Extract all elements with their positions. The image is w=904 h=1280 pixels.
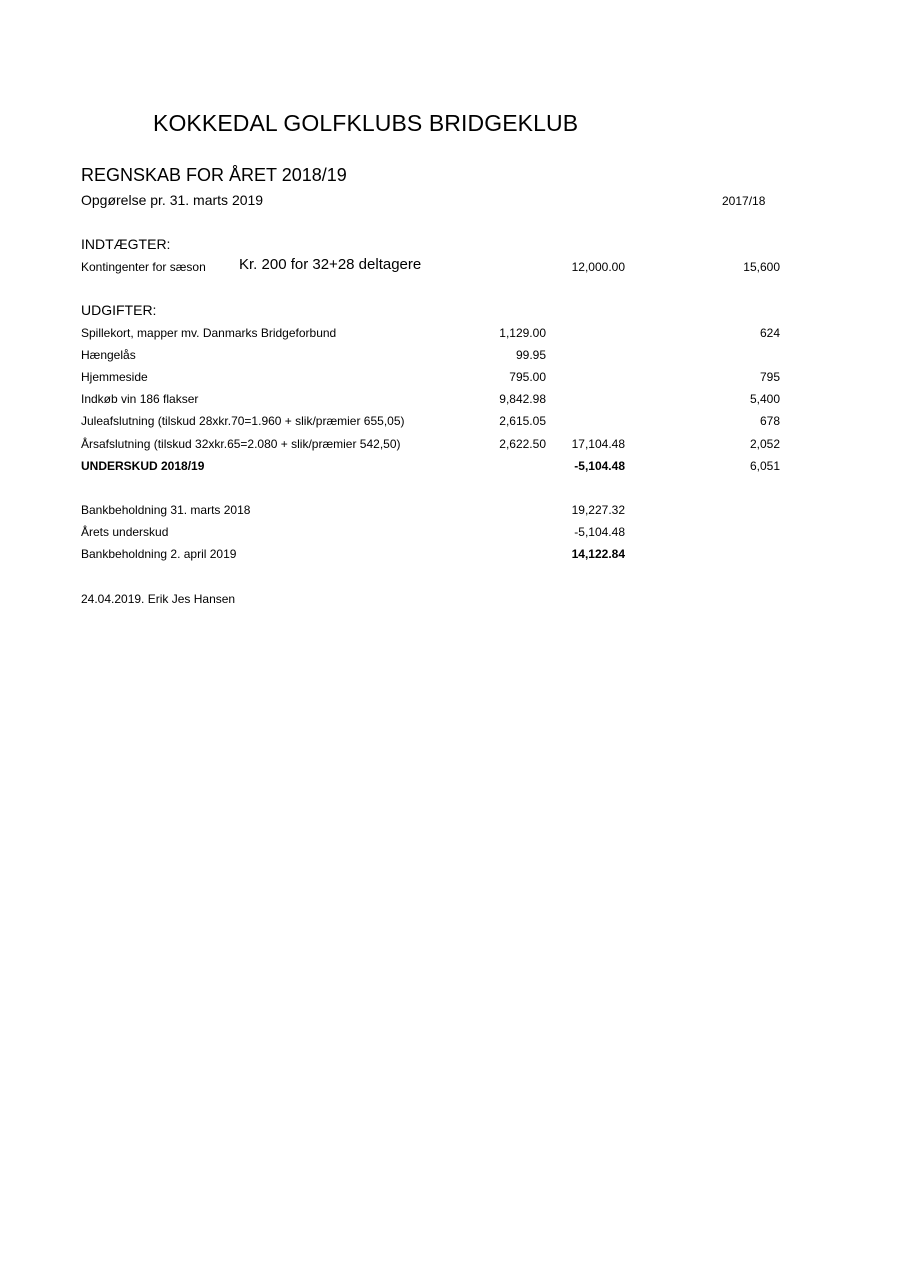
income-note: Kr. 200 for 32+28 deltagere xyxy=(239,256,422,273)
expense-label: Hjemmeside xyxy=(81,370,148,384)
expense-row xyxy=(0,348,904,368)
expense-amount: 2,615.05 xyxy=(499,414,546,428)
expense-prev: 678 xyxy=(759,414,780,428)
expense-row xyxy=(0,370,904,390)
deficit-prev: 6,051 xyxy=(749,459,780,473)
income-section-label: INDTÆGTER: xyxy=(81,236,171,252)
report-heading: REGNSKAB FOR ÅRET 2018/19 xyxy=(81,165,347,185)
expense-amount: 1,129.00 xyxy=(499,326,546,340)
expense-label: Hængelås xyxy=(81,348,136,362)
deficit-label: UNDERSKUD 2018/19 xyxy=(81,459,205,473)
expense-amount: 9,842.98 xyxy=(499,392,546,406)
expense-label: Indkøb vin 186 flakser xyxy=(81,392,199,406)
expense-amount: 795.00 xyxy=(509,370,546,384)
income-label: Kontingenter for sæson xyxy=(81,260,206,274)
expense-total: 17,104.48 xyxy=(571,437,625,451)
bank-total: 19,227.32 xyxy=(571,503,625,517)
expense-label: Årsafslutning (tilskud 32xkr.65=2.080 + slik/præmier 542,50) xyxy=(81,437,401,451)
bank-label: Bankbeholdning 2. april 2019 xyxy=(81,547,237,561)
expense-prev: 5,400 xyxy=(749,392,780,406)
bank-row xyxy=(0,503,904,523)
expense-prev: 2,052 xyxy=(749,437,780,451)
expense-amount: 99.95 xyxy=(515,348,546,362)
club-title: KOKKEDAL GOLFKLUBS BRIDGEKLUB xyxy=(153,110,579,136)
expense-label: Juleafslutning (tilskud 28xkr.70=1.960 + slik/præmier 655,05) xyxy=(81,414,405,428)
expense-label: Spillekort, mapper mv. Danmarks Bridgeforbund xyxy=(81,326,337,340)
expense-prev: 795 xyxy=(759,370,780,384)
bank-row xyxy=(0,547,904,567)
bank-label: Bankbeholdning 31. marts 2018 xyxy=(81,503,251,517)
expense-row xyxy=(0,326,904,346)
bank-label: Årets underskud xyxy=(81,525,169,539)
bank-total: -5,104.48 xyxy=(574,525,625,539)
expense-amount: 2,622.50 xyxy=(499,437,546,451)
expense-prev: 624 xyxy=(759,326,780,340)
expense-row xyxy=(0,437,904,457)
bank-row xyxy=(0,525,904,545)
footer-signature: 24.04.2019. Erik Jes Hansen xyxy=(81,592,236,606)
report-subheading: Opgørelse pr. 31. marts 2019 xyxy=(81,192,264,208)
prev-year-column-header: 2017/18 xyxy=(722,194,766,208)
deficit-total: -5,104.48 xyxy=(574,459,625,473)
deficit-row xyxy=(0,459,904,479)
expense-row xyxy=(0,414,904,434)
expenses-section-label: UDGIFTER: xyxy=(81,302,157,318)
bank-total: 14,122.84 xyxy=(571,547,625,561)
income-prev: 15,600 xyxy=(743,260,780,274)
income-row xyxy=(0,256,904,280)
expense-row xyxy=(0,392,904,412)
income-total: 12,000.00 xyxy=(571,260,625,274)
